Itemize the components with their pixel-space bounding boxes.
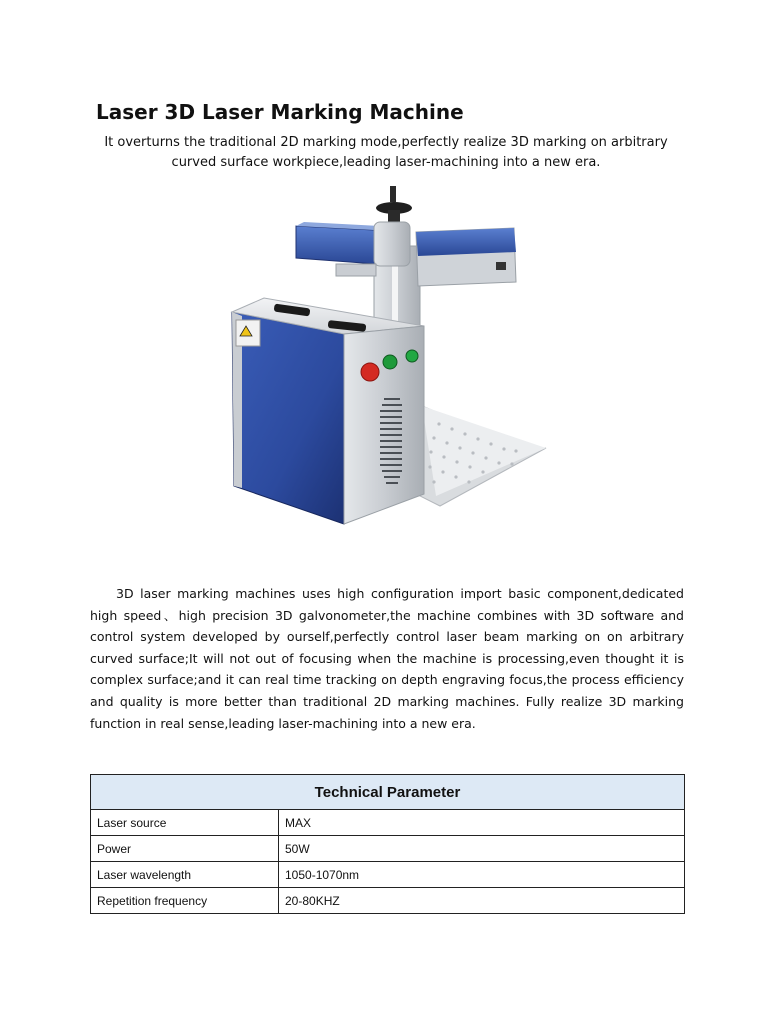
laser-source-unit [416,228,516,286]
indicator-light [406,350,418,362]
param-label: Laser source [91,810,279,836]
table-row [91,810,685,836]
product-image [224,186,554,531]
work-table [420,406,546,506]
param-value: 20-80KHZ [279,888,685,914]
param-value: 1050-1070nm [279,862,685,888]
hand-wheel-icon [376,186,412,226]
table-row [91,888,685,914]
technical-parameter-table [90,774,685,914]
page-title: Laser 3D Laser Marking Machine [96,100,464,124]
table-heading: Technical Parameter [91,775,685,810]
param-value: 50W [279,836,685,862]
table-row [91,862,685,888]
param-label: Laser wavelength [91,862,279,888]
param-value: MAX [279,810,685,836]
param-label: Power [91,836,279,862]
param-label: Repetition frequency [91,888,279,914]
page-subtitle: It overturns the traditional 2D marking mode,perfectly realize 3D marking on arbitrary curved surface workpiece,leading laser-machining into a new era. [104,135,668,170]
main-cabinet [232,298,424,524]
power-on-button [383,355,397,369]
product-description: 3D laser marking machines uses high configuration import basic component,dedicated high speed、high precision 3D galvonometer,the machine combines with 3D software and control system developed by ourself,perfectly control laser beam marking on on arbitrary curved surface;It will not out of focusing when the machine is processing,even thought it is complex surface;and it can real time tracking on depth engraving focus,the process efficiency and quality is more better than traditional 2D marking machines. Fully realize 3D marking function in real sense,leading laser-machining into a new era. [90,586,684,731]
table-row [91,836,685,862]
emergency-stop-button [361,363,379,381]
